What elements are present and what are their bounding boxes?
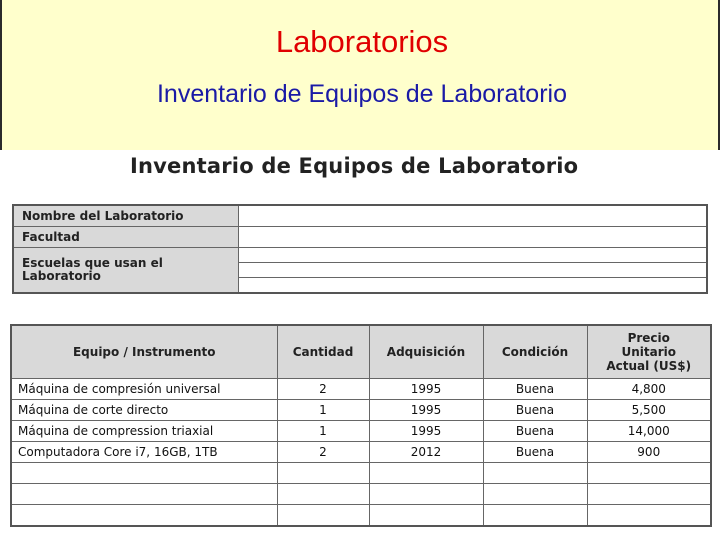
faculty-label: Facultad xyxy=(13,227,239,248)
cell-price: 4,800 xyxy=(587,379,711,400)
cell-price xyxy=(587,463,711,484)
cell-acquisition: 1995 xyxy=(369,400,483,421)
schools-label: Escuelas que usan el Laboratorio xyxy=(13,248,239,294)
col-header-quantity: Cantidad xyxy=(277,325,369,379)
cell-condition xyxy=(483,463,587,484)
table-row xyxy=(11,421,711,442)
inventory-table xyxy=(10,324,712,527)
table-row xyxy=(11,400,711,421)
cell-price: 5,500 xyxy=(587,400,711,421)
cell-acquisition: 2012 xyxy=(369,442,483,463)
cell-equipment xyxy=(11,505,277,527)
table-row xyxy=(11,379,711,400)
cell-price xyxy=(587,484,711,505)
cell-price xyxy=(587,505,711,527)
document-heading: Inventario de Equipos de Laboratorio xyxy=(130,154,579,178)
cell-acquisition: 1995 xyxy=(369,421,483,442)
schools-line xyxy=(239,278,706,292)
table-row-empty xyxy=(11,463,711,484)
cell-equipment xyxy=(11,484,277,505)
lab-name-value xyxy=(239,205,708,227)
cell-quantity: 2 xyxy=(277,442,369,463)
cell-quantity: 1 xyxy=(277,400,369,421)
cell-acquisition xyxy=(369,463,483,484)
col-header-equipment: Equipo / Instrumento xyxy=(11,325,277,379)
slide-header xyxy=(0,0,720,150)
cell-acquisition xyxy=(369,505,483,527)
cell-condition xyxy=(483,505,587,527)
lab-info-table xyxy=(12,204,708,294)
col-header-price: Precio Unitario Actual (US$) xyxy=(587,325,711,379)
cell-price: 900 xyxy=(587,442,711,463)
cell-acquisition: 1995 xyxy=(369,379,483,400)
cell-condition: Buena xyxy=(483,400,587,421)
schools-line xyxy=(239,263,706,278)
schools-value-cell xyxy=(239,248,708,294)
cell-equipment: Computadora Core i7, 16GB, 1TB xyxy=(11,442,277,463)
cell-condition xyxy=(483,484,587,505)
col-header-condition: Condición xyxy=(483,325,587,379)
cell-condition: Buena xyxy=(483,379,587,400)
cell-equipment xyxy=(11,463,277,484)
cell-equipment: Máquina de compresión universal xyxy=(11,379,277,400)
slide-title: Laboratorios xyxy=(275,24,449,59)
cell-quantity xyxy=(277,484,369,505)
faculty-value xyxy=(239,227,708,248)
cell-acquisition xyxy=(369,484,483,505)
lab-name-label: Nombre del Laboratorio xyxy=(13,205,239,227)
schools-line xyxy=(239,248,706,263)
cell-equipment: Máquina de corte directo xyxy=(11,400,277,421)
table-row-empty xyxy=(11,484,711,505)
table-row-empty xyxy=(11,505,711,527)
cell-price: 14,000 xyxy=(587,421,711,442)
table-row xyxy=(11,442,711,463)
col-header-acquisition: Adquisición xyxy=(369,325,483,379)
cell-quantity xyxy=(277,463,369,484)
cell-quantity xyxy=(277,505,369,527)
cell-condition: Buena xyxy=(483,421,587,442)
cell-condition: Buena xyxy=(483,442,587,463)
table-header-row xyxy=(11,325,711,379)
cell-equipment: Máquina de compression triaxial xyxy=(11,421,277,442)
cell-quantity: 2 xyxy=(277,379,369,400)
cell-quantity: 1 xyxy=(277,421,369,442)
slide-subtitle: Inventario de Equipos de Laboratorio xyxy=(156,80,567,108)
